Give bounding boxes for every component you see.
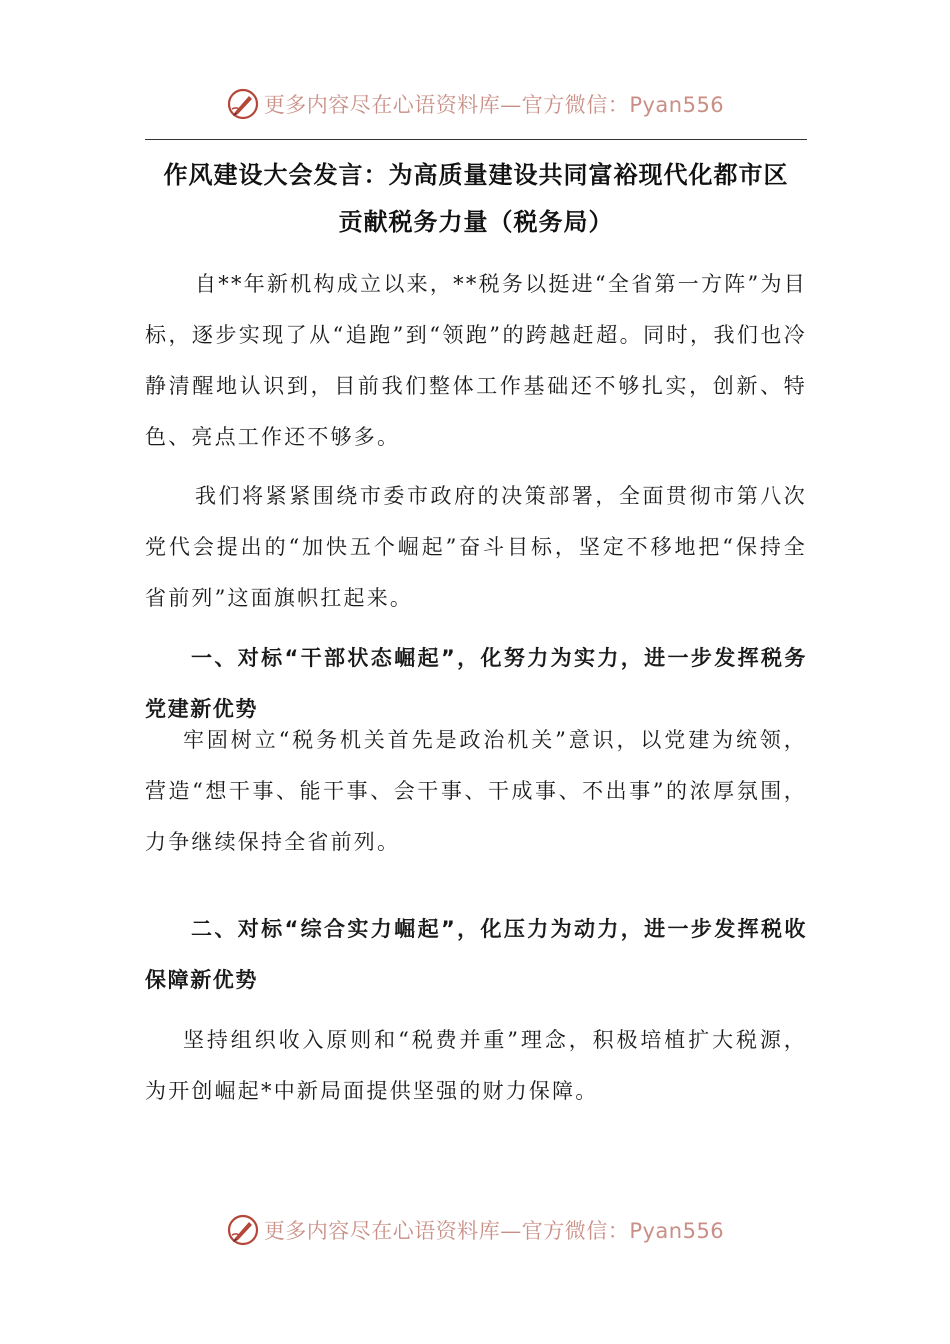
section-2-heading: 二、对标“综合实力崛起”，化压力为动力，进一步发挥税收保障新优势 [145,917,807,992]
header-watermark-text: 更多内容尽在心语资料库—官方微信：Pyan556 [263,93,725,117]
footer-watermark-text: 更多内容尽在心语资料库—官方微信：Pyan556 [263,1219,725,1243]
pen-logo-icon [226,87,260,121]
section-1-heading: 一、对标“干部状态崛起”，化努力为实力，进一步发挥税务党建新优势 [145,646,807,721]
intro-paragraph-1: 自**年新机构成立以来，**税务以挺进“全省第一方阵”为目标，逐步实现了从“追跑”到“领跑”的跨越赶超。同时，我们也冷静清醒地认识到，目前我们整体工作基础还不够扎实，创新、特色、亮点工作还不够多。 [145,272,807,449]
intro-paragraph-2: 我们将紧紧围绕市委市政府的决策部署，全面贯彻市第八次党代会提出的“加快五个崛起”奋斗目标，坚定不移地把“保持全省前列”这面旗帜扛起来。 [145,484,807,610]
header-watermark [0,84,950,124]
header-wechat-id: Pyan556 [629,93,725,117]
pen-logo-icon [226,1213,260,1247]
footer-wechat-id: Pyan556 [629,1219,725,1243]
page-title-line-1: 作风建设大会发言：为高质量建设共同富裕现代化都市区 [163,161,789,189]
section-1-body: 牢固树立“税务机关首先是政治机关”意识，以党建为统领，营造“想干事、能干事、会干事、干成事、不出事”的浓厚氛围，力争继续保持全省前列。 [145,728,807,854]
header-divider [145,139,807,140]
footer-watermark [0,1210,950,1250]
section-2-body: 坚持组织收入原则和“税费并重”理念，积极培植扩大税源，为开创崛起*中新局面提供坚强的财力保障。 [145,1028,807,1103]
page-title-line-2: 贡献税务力量（税务局） [338,208,614,236]
